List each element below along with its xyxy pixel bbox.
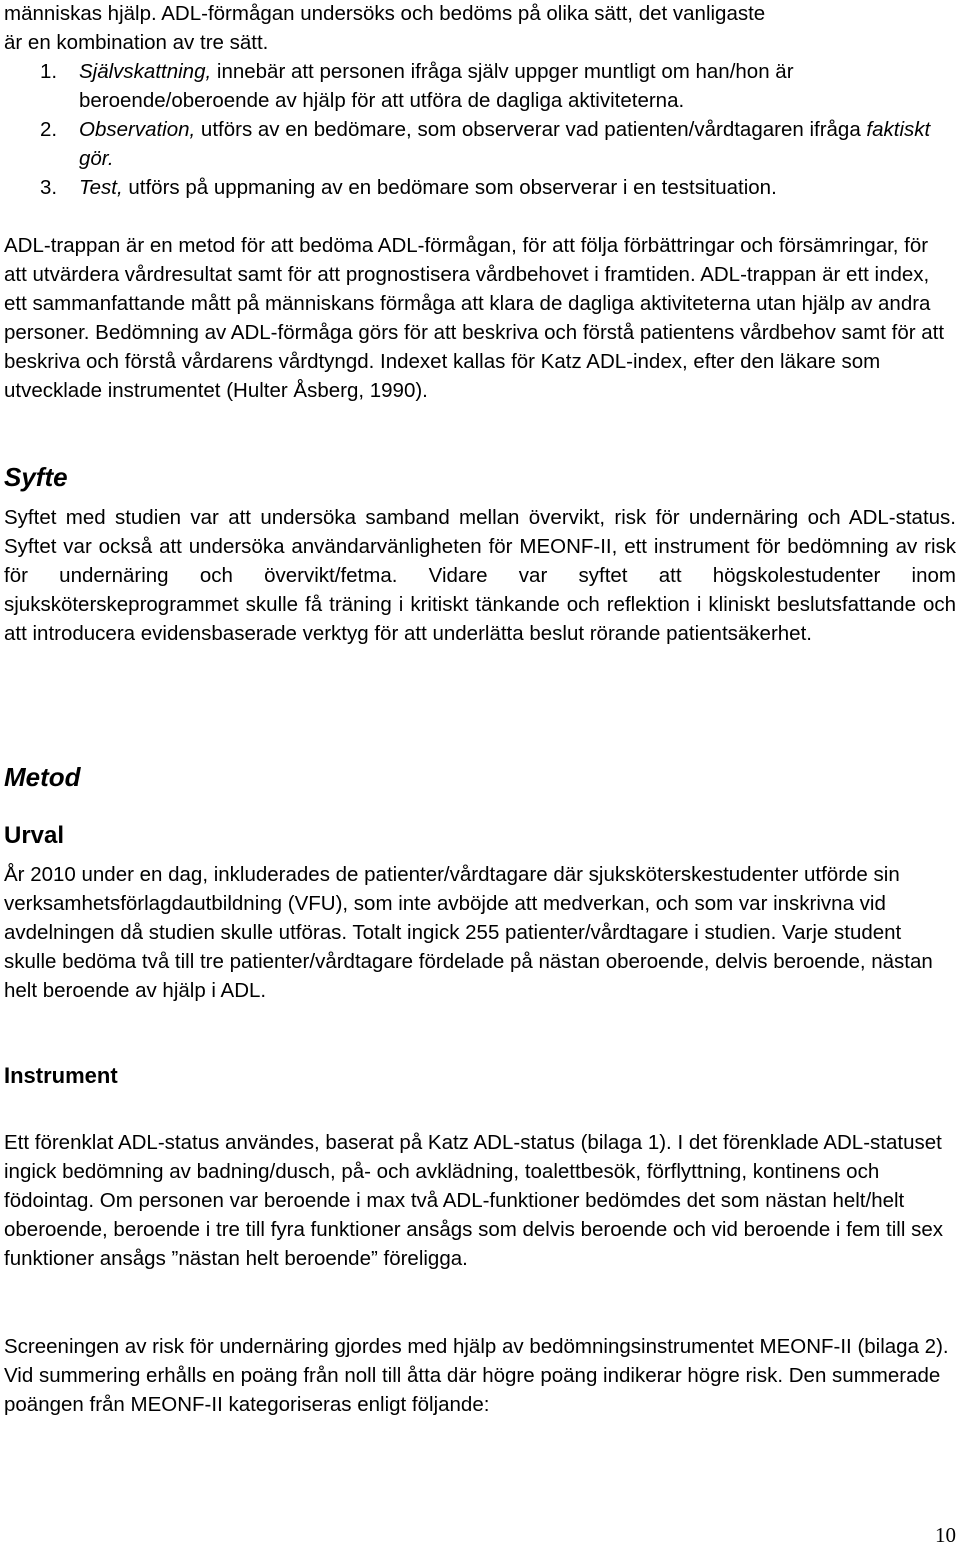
urval-paragraph: År 2010 under en dag, inkluderades de patienter/vårdtagare där sjuksköterskestudenter utförde sin verksamhetsförlagdautbildning (VFU), som inte avböjde att medverkan, och som var inskrivna vid avdelningen då studien skulle utföras. Totalt ingick 255 patienter/vårdtagare i studien. Varje student skulle bedöma två till tre patienter/vårdtagare fördelade på nästan oberoende, delvis beroende, nästan helt beroende av hjälp i ADL. xyxy=(4,863,933,1002)
section-heading-metod: Metod xyxy=(4,762,81,792)
subsection-heading-instrument: Instrument xyxy=(4,1063,118,1088)
list-item xyxy=(40,173,940,202)
intro-paragraph xyxy=(4,0,956,57)
list-term: Test, xyxy=(79,176,123,199)
list-text: utförs av en bedömare, som observerar vad patienten/vårdtagaren ifråga xyxy=(195,118,867,141)
list-text: utförs på uppmaning av en bedömare som observerar i en testsituation. xyxy=(122,176,777,199)
list-term: Observation, xyxy=(79,118,196,141)
intro-line-1: människas hjälp. ADL-förmågan undersöks och bedöms på olika sätt, det vanligaste xyxy=(4,2,766,25)
list-number: 2. xyxy=(40,118,58,141)
list-number: 3. xyxy=(40,176,58,199)
list-item xyxy=(40,57,940,115)
page-number: 10 xyxy=(935,1523,956,1547)
section-heading-syfte: Syfte xyxy=(4,462,68,492)
instrument-paragraph-2: Screeningen av risk för undernäring gjordes med hjälp av bedömningsinstrumentet MEONF-II (bilaga 2). Vid summering erhålls en poäng från noll till åtta där högre poäng indikerar högre risk. Den summerade poängen från MEONF-II kategoriseras enligt följande: xyxy=(4,1335,949,1416)
assessment-methods-list xyxy=(40,57,940,202)
list-number: 1. xyxy=(40,60,58,83)
intro-line-2: är en kombination av tre sätt. xyxy=(4,31,269,54)
list-item xyxy=(40,115,940,173)
syfte-paragraph: Syftet med studien var att undersöka samband mellan övervikt, risk för undernäring och ADL-status. Syftet var också att undersöka användarvänligheten för MEONF-II, ett instrument för bedömning av risk för undernäring och övervikt/fetma. Vidare var syftet att högskolestudenter inom sjuksköterskeprogrammet skulle få träning i kritiskt tänkande och reflektion i kliniskt beslutsfattande och att introducera evidensbaserade verktyg för att underlätta beslut rörande patientsäkerhet. xyxy=(4,506,956,645)
list-text: innebär att personen ifråga själv uppger muntligt om han/hon är beroende/oberoende av hjälp för att utföra de dagliga aktiviteterna. xyxy=(79,60,794,112)
adl-paragraph: ADL-trappan är en metod för att bedöma ADL-förmågan, för att följa förbättringar och försämringar, för att utvärdera vårdresultat samt för att prognostisera vårdbehovet i framtiden. ADL-trappan är ett index, ett sammanfattande mått på människans förmåga att klara de dagliga aktiviteterna utan hjälp av andra personer. Bedömning av ADL-förmåga görs för att beskriva och förstå patientens vårdbehov samt för att beskriva och förstå vårdarens vårdtyngd. Indexet kallas för Katz ADL-index, efter den läkare som utvecklade instrumentet (Hulter Åsberg, 1990). xyxy=(4,234,945,402)
instrument-paragraph-1: Ett förenklat ADL-status användes, baserat på Katz ADL-status (bilaga 1). I det förenklade ADL-statuset ingick bedömning av badning/dusch, på- och avklädning, toalettbesök, förflyttning, kontinens och födointag. Om personen var beroende i max två ADL-funktioner bedömdes det som nästan helt/helt oberoende, beroende i tre till fyra funktioner ansågs som delvis beroende och vid beroende i fem till sex funktioner ansågs ”nästan helt beroende” föreligga. xyxy=(4,1131,943,1270)
list-term: Självskattning, xyxy=(79,60,212,83)
list-term-emphasis: faktiskt gör. xyxy=(79,118,931,170)
subsection-heading-urval: Urval xyxy=(4,822,65,849)
